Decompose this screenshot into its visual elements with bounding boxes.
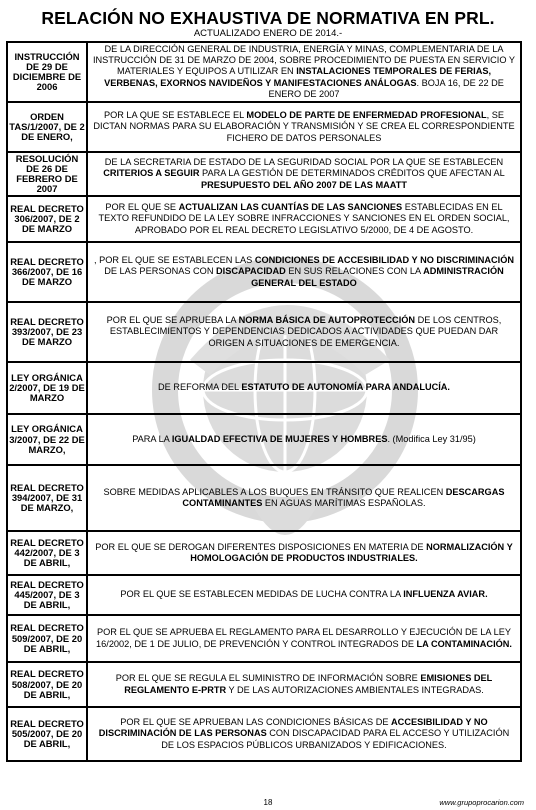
table-row: [7, 615, 521, 662]
regulation-description: [87, 42, 521, 102]
description-text: DE LOS CENTROS, ESTABLECIMIENTOS Y DEPENDENCIAS DEDICADOS A ACTIVIDADES QUE PUEDAN DAR ORIGEN A SITUACIONES DE EMERGENCIA.: [109, 315, 502, 348]
description-text: DE LAS PERSONAS CON: [104, 266, 217, 277]
table-row: [7, 362, 521, 414]
regulation-reference: REAL DECRETO 509/2007, DE 20 DE ABRIL,: [7, 615, 87, 662]
description-text: POR EL QUE SE DEROGAN DIFERENTES DISPOSICIONES EN MATERIA DE: [95, 541, 427, 552]
regulation-description: [87, 531, 521, 575]
regulation-description: [87, 302, 521, 362]
description-text: EN SUS RELACIONES CON LA: [285, 266, 424, 277]
page-subtitle: ACTUALIZADO ENERO DE 2014.-: [193, 28, 343, 39]
regulation-reference: INSTRUCCIÓN DE 29 DE DICIEMBRE DE 2006: [7, 42, 87, 102]
description-text: PARA LA GESTIÓN DE DETERMINADOS CRÉDITOS QUE AFECTAN AL: [199, 168, 505, 179]
regulation-description: [87, 362, 521, 414]
description-bold-text: INSTALACIONES TEMPORALES DE FERIAS, VERBENAS, EXORNOS NAVIDEÑOS Y MANIFESTACIONES ANÁLOGAS: [104, 66, 492, 88]
description-text: POR EL QUE SE APRUEBAN LAS CONDICIONES BÁSICAS DE: [120, 717, 392, 728]
table-row: [7, 302, 521, 362]
footer-url-link[interactable]: www.grupoprocarion.com: [439, 798, 524, 807]
description-text: POR EL QUE SE: [105, 202, 179, 213]
description-bold-text: EMISIONES DEL REGLAMENTO E-PRTR: [124, 673, 493, 695]
description-text: POR LA QUE SE ESTABLECE EL: [103, 110, 247, 121]
regulation-reference: RESOLUCIÓN DE 26 DE FEBRERO DE 2007: [7, 152, 87, 196]
description-bold-text: DESCARGAS CONTAMINANTES: [182, 486, 505, 509]
description-bold-text: DISCAPACIDAD: [216, 266, 286, 277]
regulations-table: [6, 41, 522, 762]
regulation-description: [87, 152, 521, 196]
table-row: [7, 42, 521, 102]
description-text: POR EL QUE SE APRUEBA LA: [106, 315, 239, 326]
page-title: RELACIÓN NO EXHAUSTIVA DE NORMATIVA EN PRL.: [41, 8, 495, 28]
regulation-reference: REAL DECRETO 394/2007, DE 31 DE MARZO,: [7, 465, 87, 531]
description-bold-text: ADMINISTRACIÓN GENERAL DEL ESTADO: [251, 266, 504, 288]
description-bold-text: IGUALDAD EFECTIVA DE MUJERES Y HOMBRES: [171, 433, 388, 444]
description-bold-text: PRESUPUESTO DEL AÑO 2007 DE LAS MAATT: [201, 179, 407, 190]
description-text: DE LA DIRECCIÓN GENERAL DE INDUSTRIA, ENERGÍA Y MINAS, COMPLEMENTARIA DE LA INSTRUCCIÓN DE 31 DE MARZO DE 2004, SOBRE PROCEDIMIENTO DE PUESTA EN SERVICIO Y MATERIALES Y EQUIPOS A UTILIZAR EN: [92, 44, 516, 77]
table-row: [7, 465, 521, 531]
table-row: [7, 531, 521, 575]
regulation-reference: REAL DECRETO 366/2007, DE 16 DE MARZO: [7, 242, 87, 302]
table-row: [7, 102, 521, 152]
regulation-description: [87, 414, 521, 465]
regulation-reference: REAL DECRETO 445/2007, DE 3 DE ABRIL,: [7, 575, 87, 615]
description-text: . BOJA 16, DE 22 DE ENERO DE 2007: [268, 77, 504, 99]
regulation-reference: LEY ORGÁNICA 2/2007, DE 19 DE MARZO: [7, 362, 87, 414]
description-text: DE REFORMA DEL: [158, 382, 242, 393]
description-bold-text: INFLUENZA AVIAR.: [403, 589, 488, 600]
description-text: POR EL QUE SE ESTABLECEN MEDIDAS DE LUCHA CONTRA LA: [120, 589, 404, 600]
regulation-description: [87, 196, 521, 242]
description-bold-text: ACCESIBILIDAD Y NO DISCRIMINACIÓN DE LAS PERSONAS: [98, 717, 488, 739]
description-bold-text: NORMALIZACIÓN Y HOMOLOGACIÓN DE PRODUCTOS INDUSTRIALES.: [190, 541, 513, 564]
regulation-reference: LEY ORGÁNICA 3/2007, DE 22 DE MARZO,: [7, 414, 87, 465]
regulation-description: [87, 102, 521, 152]
regulation-description: [87, 465, 521, 531]
description-text: SOBRE MEDIDAS APLICABLES A LOS BUQUES EN TRÁNSITO QUE REALICEN: [103, 486, 446, 497]
description-text: EN AGUAS MARÍTIMAS ESPAÑOLAS.: [262, 498, 426, 509]
regulation-reference: REAL DECRETO 508/2007, DE 20 DE ABRIL,: [7, 662, 87, 707]
regulation-reference: REAL DECRETO 393/2007, DE 23 DE MARZO: [7, 302, 87, 362]
description-text: Y DE LAS AUTORIZACIONES AMBIENTALES INTEGRADAS.: [226, 684, 484, 695]
regulation-reference: REAL DECRETO 306/2007, DE 2 DE MARZO: [7, 196, 87, 242]
table-row: [7, 152, 521, 196]
regulation-description: [87, 615, 521, 662]
description-text: POR EL QUE SE APRUEBA EL REGLAMENTO PARA EL DESARROLLO Y EJECUCIÓN DE LA LEY 16/2002, DE 1 DE JULIO, DE PREVENCIÓN Y CONTROL INTEGRADOS DE: [96, 627, 511, 649]
table-row: [7, 196, 521, 242]
table-row: [7, 662, 521, 707]
description-bold-text: MODELO DE PARTE DE ENFERMEDAD PROFESIONAL: [246, 110, 487, 121]
description-bold-text: CRITERIOS A SEGUIR: [103, 168, 200, 179]
description-text: POR EL QUE SE REGULA EL SUMINISTRO DE INFORMACIÓN SOBRE: [115, 673, 421, 684]
regulation-reference: REAL DECRETO 505/2007, DE 20 DE ABRIL,: [7, 707, 87, 761]
description-bold-text: CONDICIONES DE ACCESIBILIDAD Y NO DISCRIMINACIÓN: [254, 255, 514, 266]
description-text: , SE DICTAN NORMAS PARA SU ELABORACIÓN Y TRANSMISIÓN Y SE CREA EL CORRESPONDIENTE FICHERO DE DATOS PERSONALES: [93, 110, 515, 143]
description-bold-text: ACTUALIZAN LAS CUANTÍAS DE LAS SANCIONES: [178, 202, 403, 213]
table-row: [7, 242, 521, 302]
table-row: [7, 414, 521, 465]
regulation-description: [87, 662, 521, 707]
description-bold-text: LA CONTAMINACIÓN.: [416, 638, 512, 649]
description-text: DE LA SECRETARIA DE ESTADO DE LA SEGURIDAD SOCIAL POR LA QUE SE ESTABLECEN: [104, 157, 504, 168]
description-text: CON DISCAPACIDAD PARA EL ACCESO Y UTILIZACIÓN DE LOS ESPACIOS PÚBLICOS URBANIZADOS Y EDIFICACIONES.: [161, 728, 510, 750]
regulation-description: [87, 242, 521, 302]
table-row: [7, 575, 521, 615]
table-row: [7, 707, 521, 761]
regulation-reference: ORDEN TAS/1/2007, DE 2 DE ENERO,: [7, 102, 87, 152]
description-bold-text: NORMA BÁSICA DE AUTOPROTECCIÓN: [238, 315, 416, 326]
page-number: 18: [263, 798, 273, 807]
description-text: ESTABLECIDAS EN EL TEXTO REFUNDIDO DE LA LEY SOBRE INFRACCIONES Y SANCIONES EN EL ORDEN SOCIAL, APROBADO POR EL REAL DECRETO LEGISLATIVO 5/2000, DE 4 DE AGOSTO.: [98, 202, 510, 235]
regulation-description: [87, 707, 521, 761]
description-text: , POR EL QUE SE ESTABLECEN LAS: [94, 255, 255, 266]
description-bold-text: ESTATUTO DE AUTONOMÍA PARA ANDALUCÍA.: [241, 382, 450, 393]
regulation-description: [87, 575, 521, 615]
description-text: PARA LA: [132, 433, 172, 444]
description-text: . (Modifica Ley 31/95): [387, 433, 476, 444]
regulation-reference: REAL DECRETO 442/2007, DE 3 DE ABRIL,: [7, 531, 87, 575]
